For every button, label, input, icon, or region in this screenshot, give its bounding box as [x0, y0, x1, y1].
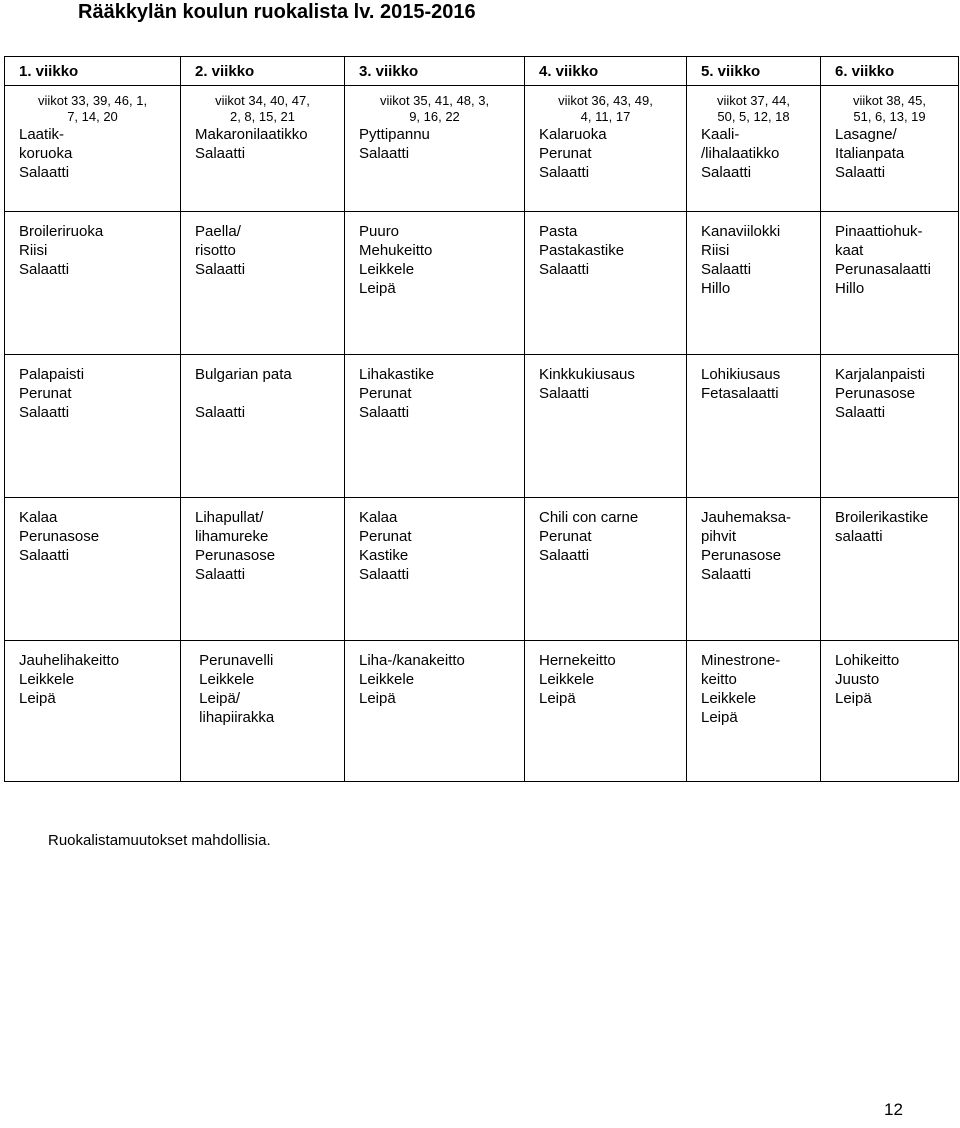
- dish-list: [821, 508, 958, 546]
- dish-line: Pastakastike: [539, 242, 625, 259]
- menu-cell: [687, 86, 821, 212]
- dish-line: lihapiirakka: [195, 709, 275, 726]
- menu-cell: [181, 641, 345, 782]
- page-title: Rääkkylän koulun ruokalista lv. 2015-2016: [78, 1, 476, 23]
- dish-line: Salaatti: [539, 547, 590, 564]
- week-numbers-line: viikot 38, 45,: [853, 93, 926, 108]
- dish-line: risotto: [195, 242, 236, 259]
- menu-cell: [687, 498, 821, 641]
- dish-line: Lohikeitto: [835, 652, 900, 669]
- menu-cell: [821, 498, 959, 641]
- dish-line: Salaatti: [539, 164, 590, 181]
- dish-list: [5, 222, 180, 279]
- dish-line: Salaatti: [701, 566, 752, 583]
- dish-line: Liha-/kanakeitto: [359, 652, 465, 669]
- dish-line: Leipä: [19, 690, 56, 707]
- dish-line: Makaronilaatikko: [195, 126, 308, 143]
- week-header: 6. viikko: [821, 57, 959, 86]
- week-numbers: [5, 93, 180, 125]
- dish-list: [345, 222, 524, 298]
- dish-line: Paella/: [195, 223, 241, 240]
- menu-cell: [525, 355, 687, 498]
- dish-line: Riisi: [19, 242, 48, 259]
- dish-line: lihamureke: [195, 528, 269, 545]
- dish-line: Salaatti: [195, 566, 246, 583]
- dish-line: Lihapullat/: [195, 509, 264, 526]
- dish-line: Leikkele: [195, 671, 255, 688]
- dish-line: Puuro: [359, 223, 400, 240]
- menu-cell: [821, 86, 959, 212]
- week-numbers: [821, 93, 958, 125]
- dish-line: Laatik-: [19, 126, 65, 143]
- dish-line: Leikkele: [359, 671, 415, 688]
- week-header-row: [5, 57, 959, 86]
- dish-line: /lihalaatikko: [701, 145, 780, 162]
- menu-cell: [5, 355, 181, 498]
- dish-line: Perunasose: [195, 547, 276, 564]
- dish-line: Hernekeitto: [539, 652, 616, 669]
- menu-cell: [345, 641, 525, 782]
- menu-row: [5, 86, 959, 212]
- dish-line: Salaatti: [359, 566, 410, 583]
- dish-line: Salaatti: [359, 404, 410, 421]
- menu-table: [4, 56, 959, 782]
- dish-line: koruoka: [19, 145, 73, 162]
- menu-cell: [525, 86, 687, 212]
- dish-line: Leikkele: [701, 690, 757, 707]
- dish-line: Leipä: [701, 709, 738, 726]
- dish-line: Perunat: [539, 528, 592, 545]
- dish-line: [195, 384, 344, 403]
- week-numbers-line: 9, 16, 22: [409, 109, 460, 124]
- dish-list: [5, 651, 180, 708]
- dish-line: Leikkele: [539, 671, 595, 688]
- dish-line: Leikkele: [359, 261, 415, 278]
- dish-line: Leikkele: [19, 671, 75, 688]
- dish-line: Palapaisti: [19, 366, 85, 383]
- week-numbers-line: 7, 14, 20: [67, 109, 118, 124]
- dish-line: Pinaattiohuk-: [835, 223, 923, 240]
- dish-line: Salaatti: [539, 385, 590, 402]
- dish-line: Kalaa: [359, 509, 398, 526]
- dish-line: Fetasalaatti: [701, 385, 779, 402]
- dish-list: [687, 125, 820, 182]
- dish-line: Jauhemaksa-: [701, 509, 792, 526]
- dish-line: Leipä: [539, 690, 576, 707]
- dish-line: Riisi: [701, 242, 730, 259]
- week-numbers-line: 51, 6, 13, 19: [853, 109, 926, 124]
- dish-line: Hillo: [701, 280, 731, 297]
- menu-cell: [687, 212, 821, 355]
- dish-line: Perunasose: [701, 547, 782, 564]
- dish-list: [821, 365, 958, 422]
- dish-line: Chili con carne: [539, 509, 639, 526]
- dish-list: [687, 222, 820, 298]
- week-numbers-line: viikot 35, 41, 48, 3,: [379, 93, 490, 108]
- week-numbers-line: 2, 8, 15, 21: [229, 109, 296, 124]
- dish-list: [345, 365, 524, 422]
- week-numbers: [345, 93, 524, 125]
- dish-line: pihvit: [701, 528, 737, 545]
- menu-cell: [181, 498, 345, 641]
- dish-list: [821, 125, 958, 182]
- dish-line: salaatti: [835, 528, 883, 545]
- dish-line: Bulgarian pata: [195, 366, 292, 383]
- menu-cell: [5, 212, 181, 355]
- menu-row: [5, 212, 959, 355]
- dish-line: Lohikiusaus: [701, 366, 781, 383]
- week-numbers: [687, 93, 820, 125]
- dish-list: [181, 125, 344, 163]
- dish-line: Pyttipannu: [359, 126, 430, 143]
- dish-list: [525, 508, 686, 565]
- menu-cell: [181, 212, 345, 355]
- dish-line: Salaatti: [19, 404, 70, 421]
- dish-list: [687, 508, 820, 584]
- menu-cell: [821, 355, 959, 498]
- menu-cell: [5, 641, 181, 782]
- menu-cell: [821, 212, 959, 355]
- dish-line: Salaatti: [19, 547, 70, 564]
- dish-list: [5, 508, 180, 565]
- dish-line: Italianpata: [835, 145, 905, 162]
- week-numbers-line: 4, 11, 17: [580, 109, 631, 124]
- dish-line: Salaatti: [195, 404, 246, 421]
- dish-list: [181, 365, 344, 422]
- week-header: 3. viikko: [345, 57, 525, 86]
- dish-line: keitto: [701, 671, 737, 688]
- dish-list: [525, 651, 686, 708]
- page-number: 12: [884, 1100, 903, 1119]
- dish-line: Leipä: [835, 690, 872, 707]
- week-header: 4. viikko: [525, 57, 687, 86]
- menu-cell: [345, 212, 525, 355]
- dish-line: Broileriruoka: [19, 223, 104, 240]
- dish-line: Perunat: [19, 385, 72, 402]
- menu-cell: [345, 86, 525, 212]
- menu-cell: [687, 355, 821, 498]
- week-numbers-line: viikot 34, 40, 47,: [215, 93, 310, 108]
- dish-line: Kalaa: [19, 509, 58, 526]
- menu-cell: [5, 86, 181, 212]
- dish-line: Perunasalaatti: [835, 261, 931, 278]
- dish-line: Kalaruoka: [539, 126, 607, 143]
- week-numbers-line: viikot 37, 44,: [717, 93, 790, 108]
- dish-list: [821, 222, 958, 298]
- menu-cell: [345, 498, 525, 641]
- dish-list: [687, 365, 820, 403]
- dish-line: Kinkkukiusaus: [539, 366, 635, 383]
- week-numbers-line: viikot 33, 39, 46, 1,: [37, 93, 148, 108]
- dish-line: Perunat: [359, 385, 412, 402]
- menu-row: [5, 355, 959, 498]
- menu-cell: [687, 641, 821, 782]
- week-header: 1. viikko: [5, 57, 181, 86]
- dish-line: Salaatti: [19, 164, 70, 181]
- dish-list: [525, 365, 686, 403]
- dish-list: [345, 125, 524, 163]
- dish-line: Perunat: [359, 528, 412, 545]
- dish-line: Broilerikastike: [835, 509, 929, 526]
- dish-line: Kaali-: [701, 126, 740, 143]
- dish-line: kaat: [835, 242, 864, 259]
- menu-cell: [821, 641, 959, 782]
- dish-line: Perunavelli: [195, 652, 274, 669]
- dish-list: [181, 222, 344, 279]
- dish-line: Jauhelihakeitto: [19, 652, 120, 669]
- dish-line: Salaatti: [195, 261, 246, 278]
- dish-line: Salaatti: [539, 261, 590, 278]
- menu-cell: [345, 355, 525, 498]
- week-numbers-line: 50, 5, 12, 18: [717, 109, 790, 124]
- dish-line: Perunat: [539, 145, 592, 162]
- dish-line: Pasta: [539, 223, 578, 240]
- dish-list: [345, 508, 524, 584]
- dish-line: Karjalanpaisti: [835, 366, 926, 383]
- dish-line: Minestrone-: [701, 652, 781, 669]
- dish-line: Kastike: [359, 547, 409, 564]
- week-numbers-line: viikot 36, 43, 49,: [558, 93, 653, 108]
- menu-cell: [525, 641, 687, 782]
- dish-list: [5, 365, 180, 422]
- dish-list: [345, 651, 524, 708]
- dish-list: [525, 222, 686, 279]
- menu-cell: [525, 498, 687, 641]
- dish-list: [181, 508, 344, 584]
- dish-line: Mehukeitto: [359, 242, 433, 259]
- week-numbers: [181, 93, 344, 125]
- dish-line: Leipä: [359, 690, 396, 707]
- dish-line: Juusto: [835, 671, 880, 688]
- dish-line: Salaatti: [195, 145, 246, 162]
- dish-list: [5, 125, 180, 182]
- menu-cell: [5, 498, 181, 641]
- dish-line: Kanaviilokki: [701, 223, 781, 240]
- dish-line: Salaatti: [835, 404, 886, 421]
- dish-line: Lihakastike: [359, 366, 435, 383]
- dish-list: [687, 651, 820, 727]
- dish-list: [181, 651, 344, 727]
- week-numbers: [525, 93, 686, 125]
- menu-row: [5, 641, 959, 782]
- dish-line: Salaatti: [701, 164, 752, 181]
- menu-row: [5, 498, 959, 641]
- dish-line: Perunasose: [19, 528, 100, 545]
- menu-cell: [181, 86, 345, 212]
- dish-line: Leipä: [359, 280, 396, 297]
- dish-line: Lasagne/: [835, 126, 897, 143]
- dish-list: [525, 125, 686, 182]
- menu-cell: [181, 355, 345, 498]
- dish-line: Perunasose: [835, 385, 916, 402]
- menu-cell: [525, 212, 687, 355]
- dish-list: [821, 651, 958, 708]
- changes-note: Ruokalistamuutokset mahdollisia.: [48, 832, 271, 849]
- dish-line: Salaatti: [359, 145, 410, 162]
- dish-line: Leipä/: [195, 690, 241, 707]
- dish-line: Salaatti: [701, 261, 752, 278]
- dish-line: Hillo: [835, 280, 865, 297]
- dish-line: Salaatti: [835, 164, 886, 181]
- dish-line: Salaatti: [19, 261, 70, 278]
- week-header: 2. viikko: [181, 57, 345, 86]
- week-header: 5. viikko: [687, 57, 821, 86]
